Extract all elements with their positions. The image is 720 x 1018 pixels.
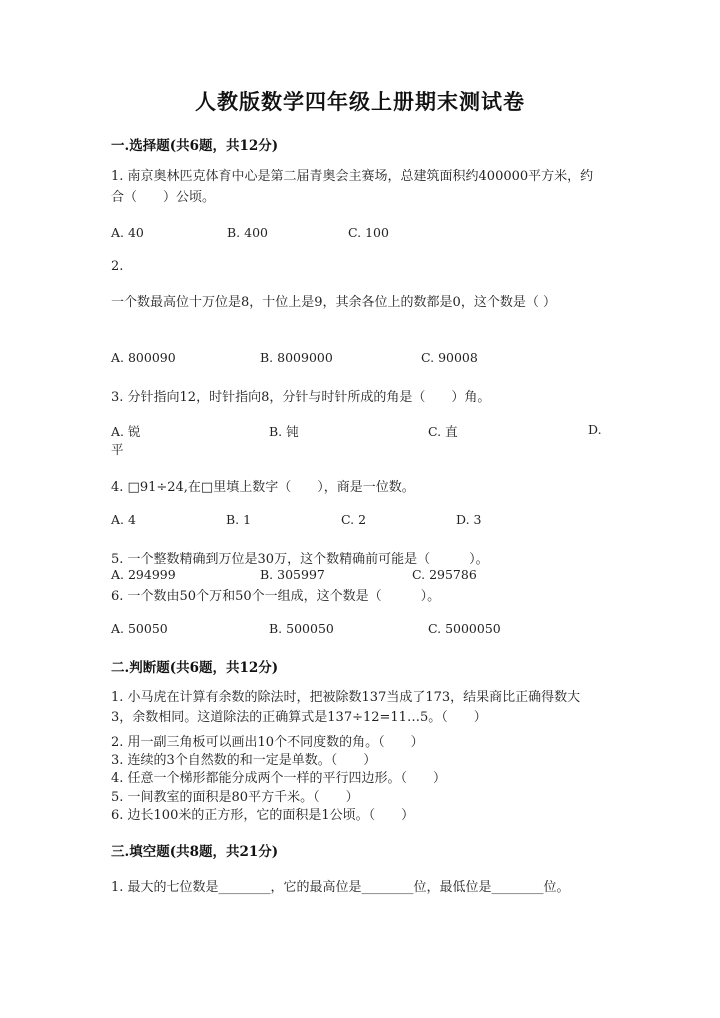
option-b: B. 8009000	[260, 350, 333, 365]
option-a: A. 40	[111, 225, 144, 240]
option-c: C. 2	[341, 512, 367, 527]
option-b: B. 500050	[269, 621, 334, 636]
question-text: 4. 任意一个梯形都能分成两个一样的平行四边形。（ ）	[111, 771, 447, 786]
question-text: 1. 最大的七位数是________，它的最高位是________位，最低位是________位。	[111, 880, 570, 895]
option-a: A. 294999	[111, 567, 176, 582]
option-a: A. 800090	[111, 350, 176, 365]
option-d: D. 3	[456, 512, 482, 527]
question-text: 3. 连续的3个自然数的和一定是单数。（ ）	[111, 753, 377, 768]
option-d-wrap: 平	[111, 442, 124, 457]
option-c: C. 直	[428, 424, 458, 439]
option-b: B. 钝	[269, 424, 299, 439]
question-text: 2. 用一副三角板可以画出10个不同度数的角。（ ）	[111, 735, 424, 750]
question-text: 6. 一个数由50个万和50个一组成，这个数是（ ）。	[111, 589, 441, 604]
option-c: C. 5000050	[428, 621, 501, 636]
option-d: D.	[588, 422, 602, 437]
section-heading-choice: 一.选择题(共6题，共12分)	[111, 138, 279, 154]
option-c: C. 100	[348, 225, 389, 240]
option-b: B. 1	[226, 512, 252, 527]
option-a: A. 4	[111, 512, 136, 527]
page-title: 人教版数学四年级上册期末测试卷	[195, 89, 525, 114]
question-text: 3. 分针指向12，时针指向8，分针与时针所成的角是（ ）角。	[111, 390, 491, 405]
option-b: B. 400	[227, 225, 268, 240]
option-a: A. 锐	[111, 424, 141, 439]
question-text: 1. 南京奥林匹克体育中心是第二届青奥会主赛场，总建筑面积约400000平方米，约合（ ）公顷。	[111, 169, 594, 205]
section-heading-judgment: 二.判断题(共6题，共12分)	[111, 660, 279, 676]
option-a: A. 50050	[111, 621, 168, 636]
option-c: C. 295786	[412, 567, 477, 582]
question-number: 2.	[111, 259, 124, 274]
option-c: C. 90008	[421, 350, 478, 365]
question-text: 1. 小马虎在计算有余数的除法时，把被除数137当成了173，结果商比正确得数大3，余数相同。这道除法的正确算式是137÷12=11…5。（ ）	[111, 690, 581, 725]
question-text: 一个数最高位十万位是8，十位上是9，其余各位上的数都是0，这个数是（ ）	[111, 295, 556, 310]
question-text: 5. 一个整数精确到万位是30万，这个数精确前可能是（ ）。	[111, 552, 489, 567]
question-text: 6. 边长100米的正方形，它的面积是1公顷。（ ）	[111, 808, 415, 823]
option-b: B. 305997	[260, 567, 325, 582]
question-text: 4. □91÷24,在□里填上数字（ ），商是一位数。	[111, 480, 415, 495]
question-text: 5. 一间教室的面积是80平方千米。（ ）	[111, 790, 359, 805]
section-heading-fill: 三.填空题(共8题，共21分)	[111, 844, 279, 860]
